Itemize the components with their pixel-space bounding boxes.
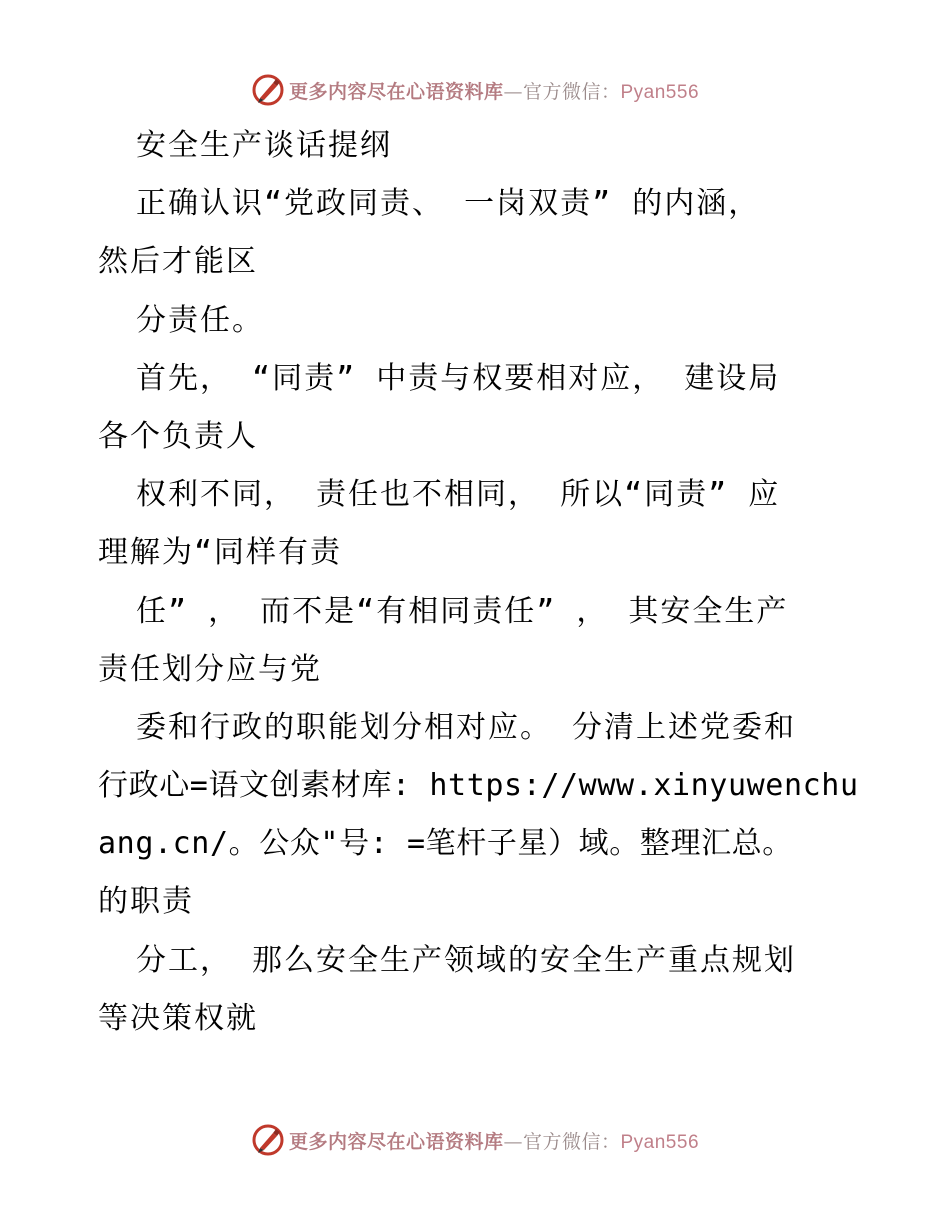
banner-wechat-id: Pyan556 (620, 81, 700, 103)
banner-wechat-label: 官方微信： (522, 1130, 621, 1153)
paragraph-line: 首先， “同责” 中责与权要相对应， 建设局 (136, 360, 781, 396)
paragraph-line: ang.cn/。公众"号: =笔杆子星）域。整理汇总。 (98, 826, 793, 862)
paragraph-line: 分工， 那么安全生产领域的安全生产重点规划 (136, 942, 797, 978)
paragraph-line: 的职责 (98, 884, 194, 920)
banner-caption (289, 77, 699, 104)
paragraph-line: 权利不同， 责任也不相同， 所以“同责” 应 (136, 477, 781, 513)
banner-wechat-label: 官方微信： (522, 80, 621, 103)
pen-logo-icon (251, 1123, 285, 1157)
paragraph-line: 任” ， 而不是“有相同责任” ， 其安全生产 (136, 593, 789, 629)
banner-separator: — (503, 80, 523, 103)
document-title: 安全生产谈话提纲 (136, 128, 392, 163)
footer-banner (0, 1120, 950, 1160)
header-banner (0, 70, 950, 110)
paragraph-line: 正确认识“党政同责、 一岗双责” 的内涵， (136, 186, 761, 222)
banner-site-text: 更多内容尽在心语资料库 (288, 80, 504, 103)
header-banner-inner (251, 70, 699, 110)
paragraph-line: 理解为“同样有责 (98, 535, 343, 571)
paragraph-line: 等决策权就 (98, 1000, 258, 1036)
pen-logo-icon (251, 73, 285, 107)
paragraph-line: 分责任。 (136, 302, 264, 338)
paragraph-line: 各个负责人 (98, 418, 258, 454)
paragraph-line: 行政心=语文创素材库: https://www.xinyuwenchu (98, 768, 859, 804)
banner-site-text: 更多内容尽在心语资料库 (288, 1130, 504, 1153)
document-body (98, 117, 858, 1048)
banner-caption (289, 1127, 699, 1154)
banner-wechat-id: Pyan556 (620, 1131, 700, 1153)
footer-banner-inner (251, 1120, 699, 1160)
banner-separator: — (503, 1130, 523, 1153)
paragraph-line: 然后才能区 (98, 244, 258, 280)
paragraph-line: 责任划分应与党 (98, 651, 322, 687)
paragraph-line: 委和行政的职能划分相对应。 分清上述党委和 (136, 709, 797, 745)
